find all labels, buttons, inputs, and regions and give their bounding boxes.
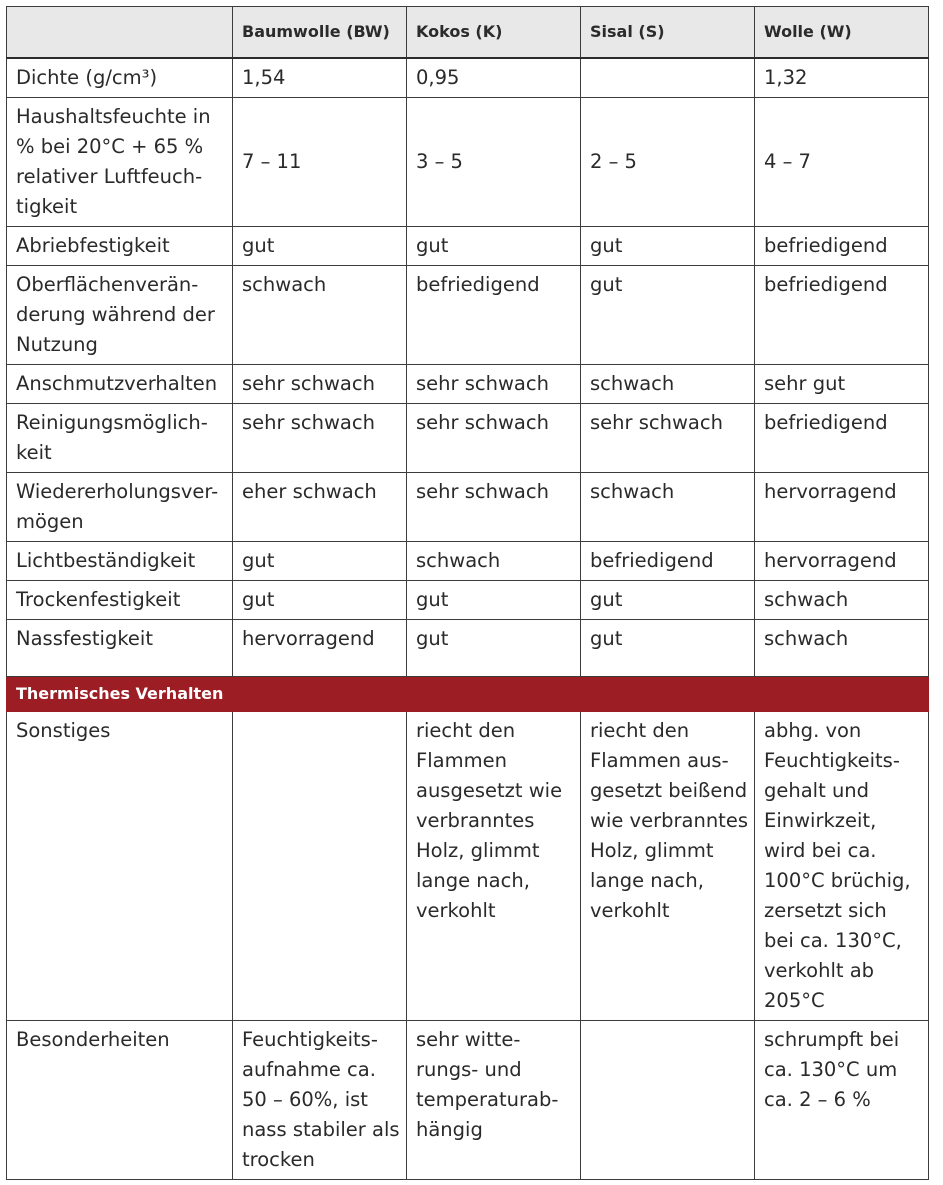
cell-kokos: gut — [407, 227, 581, 266]
column-header-baumwolle: Baumwolle (BW) — [233, 7, 407, 59]
cell-wolle: hervorragend — [755, 473, 929, 542]
cell-sisal: schwach — [581, 473, 755, 542]
table-row-anschmutzverhalten — [7, 365, 929, 404]
cell-sisal: schwach — [581, 365, 755, 404]
cell-wolle: hervorragend — [755, 542, 929, 581]
column-header-kokos: Kokos (K) — [407, 7, 581, 59]
cell-wolle: befriedigend — [755, 227, 929, 266]
cell-sisal: befriedigend — [581, 542, 755, 581]
cell-kokos: gut — [407, 620, 581, 677]
cell-wolle: schwach — [755, 620, 929, 677]
cell-kokos: 3 – 5 — [407, 98, 581, 227]
row-label: Besonderheiten — [7, 1021, 233, 1180]
table-row-besonderheiten — [7, 1021, 929, 1180]
row-label: Anschmutzverhalten — [7, 365, 233, 404]
table-row-haushaltsfeuchte — [7, 98, 929, 227]
table-row-trockenfestigkeit — [7, 581, 929, 620]
cell-wolle: abhg. von Feuchtigkeits-gehalt und Einwirkzeit, wird bei ca. 100°C brüchig, zersetzt sich bei ca. 130°C, verkohlt ab 205°C — [755, 712, 929, 1021]
row-label: Reinigungsmöglich-keit — [7, 404, 233, 473]
column-header-wolle: Wolle (W) — [755, 7, 929, 59]
cell-sisal: gut — [581, 227, 755, 266]
header-row — [7, 7, 929, 59]
cell-wolle: befriedigend — [755, 266, 929, 365]
section-header-row — [7, 677, 929, 712]
cell-kokos: riecht den Flammen ausgesetzt wie verbranntes Holz, glimmt lange nach, verkohlt — [407, 712, 581, 1021]
table-row-reinigungsmoeglichkeit — [7, 404, 929, 473]
cell-kokos: schwach — [407, 542, 581, 581]
cell-wolle: 1,32 — [755, 58, 929, 98]
cell-baumwolle: schwach — [233, 266, 407, 365]
cell-sisal: 2 – 5 — [581, 98, 755, 227]
table-body — [7, 58, 929, 1180]
cell-wolle: befriedigend — [755, 404, 929, 473]
row-label: Lichtbeständigkeit — [7, 542, 233, 581]
table-row-abriebfestigkeit — [7, 227, 929, 266]
cell-sisal — [581, 1021, 755, 1180]
row-label: Oberflächenverän-derung während der Nutzung — [7, 266, 233, 365]
cell-baumwolle: sehr schwach — [233, 365, 407, 404]
cell-kokos: gut — [407, 581, 581, 620]
cell-wolle: 4 – 7 — [755, 98, 929, 227]
cell-kokos: sehr schwach — [407, 473, 581, 542]
cell-wolle: sehr gut — [755, 365, 929, 404]
cell-kokos: 0,95 — [407, 58, 581, 98]
cell-kokos: sehr witte-rungs- und temperaturab-hängig — [407, 1021, 581, 1180]
cell-baumwolle: gut — [233, 227, 407, 266]
cell-sisal: gut — [581, 581, 755, 620]
row-label: Trockenfestigkeit — [7, 581, 233, 620]
cell-baumwolle: Feuchtigkeits-aufnahme ca. 50 – 60%, ist nass stabiler als trocken — [233, 1021, 407, 1180]
cell-sisal: riecht den Flammen aus-gesetzt beißend wie verbranntes Holz, glimmt lange nach, verkohlt — [581, 712, 755, 1021]
cell-sisal — [581, 58, 755, 98]
row-label: Abriebfestigkeit — [7, 227, 233, 266]
column-header-sisal: Sisal (S) — [581, 7, 755, 59]
table-row-lichtbestaendigkeit — [7, 542, 929, 581]
row-label: Dichte (g/cm³) — [7, 58, 233, 98]
cell-baumwolle: sehr schwach — [233, 404, 407, 473]
table-header — [7, 7, 929, 59]
header-corner — [7, 7, 233, 59]
cell-baumwolle: 7 – 11 — [233, 98, 407, 227]
cell-baumwolle: 1,54 — [233, 58, 407, 98]
section-title: Thermisches Verhalten — [7, 677, 929, 712]
row-label: Wiedererholungsver-mögen — [7, 473, 233, 542]
cell-wolle: schrumpft bei ca. 130°C um ca. 2 – 6 % — [755, 1021, 929, 1180]
table-row-oberflaechenveraenderung — [7, 266, 929, 365]
row-label: Nassfestigkeit — [7, 620, 233, 677]
cell-kokos: sehr schwach — [407, 365, 581, 404]
row-label: Haushaltsfeuchte in % bei 20°C + 65 % relativer Luftfeuch-tigkeit — [7, 98, 233, 227]
row-label: Sonstiges — [7, 712, 233, 1021]
cell-kokos: sehr schwach — [407, 404, 581, 473]
table-row-nassfestigkeit — [7, 620, 929, 677]
cell-baumwolle: eher schwach — [233, 473, 407, 542]
cell-sisal: gut — [581, 620, 755, 677]
cell-baumwolle: gut — [233, 581, 407, 620]
cell-baumwolle: hervorragend — [233, 620, 407, 677]
cell-baumwolle: gut — [233, 542, 407, 581]
table-row-sonstiges — [7, 712, 929, 1021]
cell-baumwolle — [233, 712, 407, 1021]
cell-wolle: schwach — [755, 581, 929, 620]
table-row-dichte — [7, 58, 929, 98]
cell-sisal: gut — [581, 266, 755, 365]
fiber-properties-table — [6, 6, 929, 1180]
cell-kokos: befriedigend — [407, 266, 581, 365]
cell-sisal: sehr schwach — [581, 404, 755, 473]
table-row-wiedererholungsvermoegen — [7, 473, 929, 542]
